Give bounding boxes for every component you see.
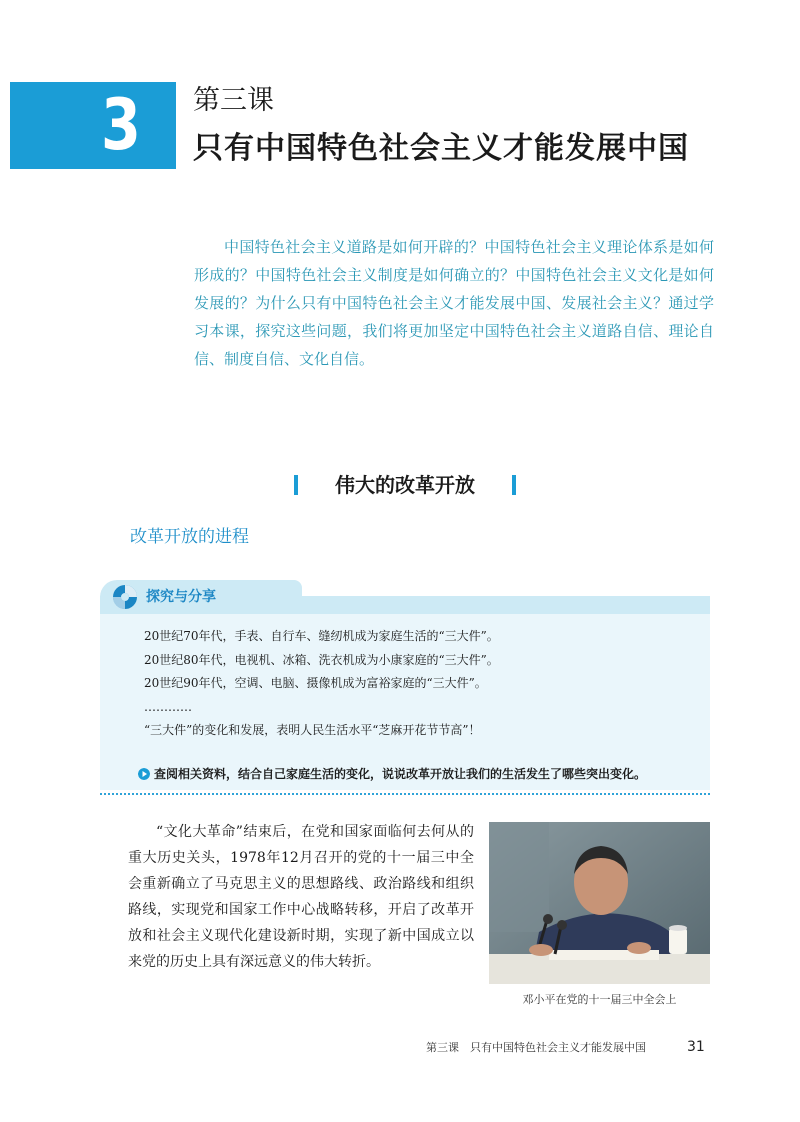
section-heading [290,470,520,500]
lesson-title: 只有中国特色社会主义才能发展中国 [193,131,689,166]
explore-line: “三大件”的变化和发展，表明人民生活水平“芝麻开花节节高”！ [144,723,481,737]
section-title: 伟大的改革开放 [335,473,475,497]
explore-disc-icon [112,584,138,610]
explore-line: 20世纪90年代，空调、电脑、摄像机成为富裕家庭的“三大件”。 [144,676,487,690]
historical-photo [489,822,710,984]
explore-task-text: 查阅相关资料，结合自己家庭生活的变化，说说改革开放让我们的生活发生了哪些突出变化。 [154,767,647,781]
explore-label: 探究与分享 [146,589,216,605]
running-footer-title: 第三课 只有中国特色社会主义才能发展中国 [426,1041,646,1054]
dotted-divider [100,793,710,795]
chapter-number-block [10,82,176,169]
explore-line: 20世纪80年代，电视机、冰箱、洗衣机成为小康家庭的“三大件”。 [144,652,499,667]
subsection-title: 改革开放的进程 [130,527,249,547]
explore-lines [144,625,704,743]
section-bar-right [512,475,516,495]
explore-line: 20世纪70年代，手表、自行车、缝纫机成为家庭生活的“三大件”。 [144,629,499,643]
photo-caption: 邓小平在党的十一届三中全会上 [522,993,677,1006]
photo-illustration [489,822,710,984]
explore-line: ………… [144,699,192,714]
body-paragraph: “文化大革命”结束后，在党和国家面临何去何从的重大历史关头，1978年12月召开的党的十一届三中全会重新确立了马克思主义的思想路线、政治路线和组织路线，实现党和国家工作中心战略转移，开启了改革开放和社会主义现代化建设新时期，实现了新中国成立以来党的历史上具有深远意义的伟大转折。 [128,824,474,970]
chapter-number: 3 [101,84,142,166]
intro-paragraph: 中国特色社会主义道路是如何开辟的？中国特色社会主义理论体系是如何形成的？中国特色社会主义制度是如何确立的？中国特色社会主义文化是如何发展的？为什么只有中国特色社会主义才能发展中国、发展社会主义？通过学习本课，探究这些问题，我们将更加坚定中国特色社会主义道路自信、理论自信、制度自信、文化自信。 [194,238,714,368]
play-arrow-icon [138,768,150,780]
page-number: 31 [687,1039,705,1055]
lesson-label: 第三课 [193,85,274,116]
